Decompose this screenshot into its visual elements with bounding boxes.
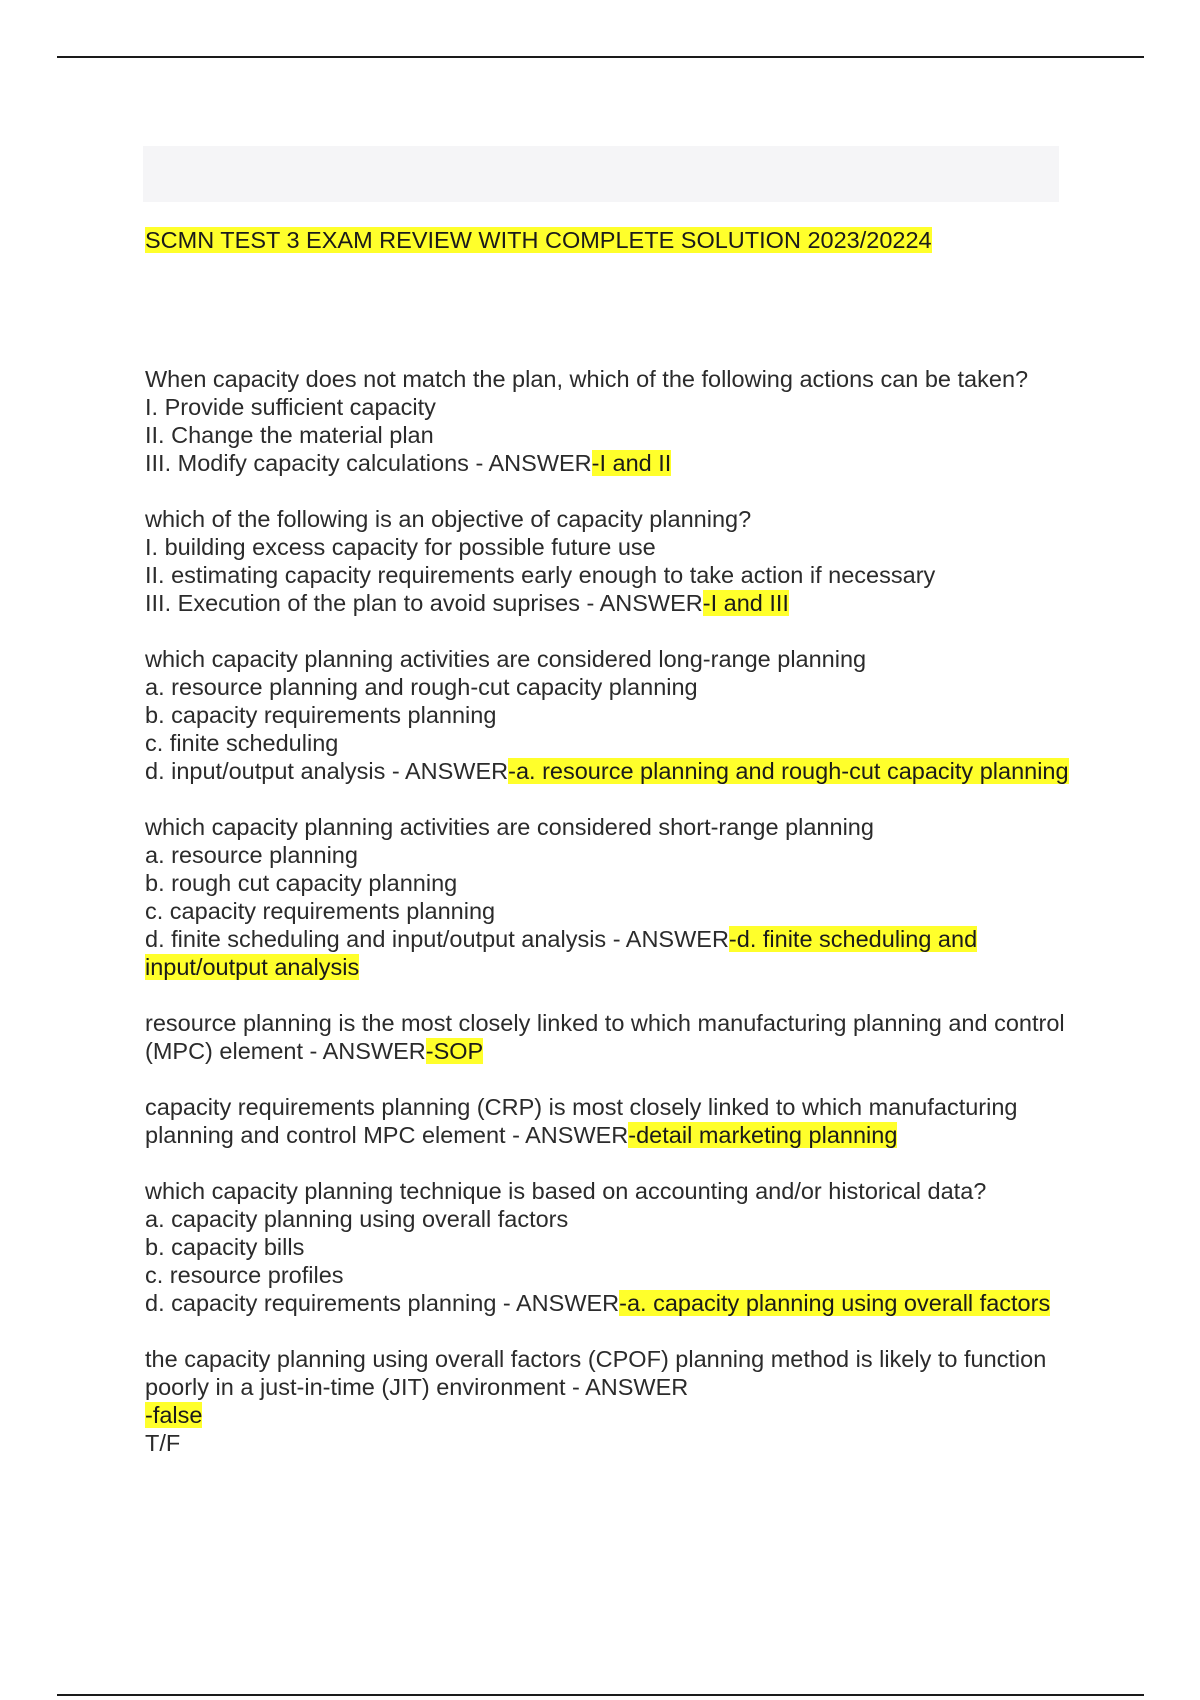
question-3: [145, 645, 1085, 785]
question-6: [145, 1093, 1085, 1149]
answer-line: III. Modify capacity calculations - ANSWER-I and II: [145, 450, 672, 476]
question-5: [145, 1009, 1085, 1065]
answer-highlight: -detail marketing planning: [628, 1122, 898, 1148]
answer-highlight: -false: [145, 1402, 203, 1428]
option-line: II. Change the material plan: [145, 422, 434, 448]
answer-line: III. Execution of the plan to avoid suprises - ANSWER-I and III: [145, 590, 789, 616]
answer-line: [145, 1401, 1085, 1429]
answer-line: d. capacity requirements planning - ANSWER-a. capacity planning using overall factors: [145, 1290, 1051, 1316]
question-2: [145, 505, 1085, 617]
question-4: [145, 813, 1085, 981]
option-line: a. resource planning and rough-cut capacity planning: [145, 674, 698, 700]
bottom-rule: [57, 1694, 1144, 1696]
option-line: a. resource planning: [145, 842, 358, 868]
question-1: [145, 365, 1085, 477]
question-line: which of the following is an objective of capacity planning?: [145, 506, 752, 532]
top-rule: [57, 56, 1144, 58]
header-banner: [143, 146, 1059, 202]
option-line: c. finite scheduling: [145, 730, 339, 756]
question-line: When capacity does not match the plan, which of the following actions can be taken?: [145, 366, 1029, 392]
question-line: which capacity planning activities are considered short-range planning: [145, 814, 874, 840]
answer-highlight: -a. resource planning and rough-cut capacity planning: [508, 758, 1069, 784]
answer-highlight: -a. capacity planning using overall factors: [619, 1290, 1051, 1316]
answer-highlight: -I and II: [591, 450, 672, 476]
question-type-label: T/F: [145, 1430, 181, 1456]
option-line: I. Provide sufficient capacity: [145, 394, 436, 420]
option-line: a. capacity planning using overall factors: [145, 1206, 569, 1232]
question-8: [145, 1345, 1085, 1457]
question-line: the capacity planning using overall factors (CPOF) planning method is likely to function poorly in a just-in-time (JIT) environment - ANSWER: [145, 1346, 1047, 1400]
answer-line: d. finite scheduling and input/output analysis - ANSWER-d. finite scheduling and input/output analysis: [145, 926, 978, 980]
question-line: which capacity planning technique is based on accounting and/or historical data?: [145, 1178, 987, 1204]
answer-highlight: -d. finite scheduling and input/output analysis: [145, 926, 978, 980]
document-title: SCMN TEST 3 EXAM REVIEW WITH COMPLETE SOLUTION 2023/20224: [145, 227, 932, 253]
option-line: b. capacity bills: [145, 1234, 305, 1260]
answer-line: d. input/output analysis - ANSWER-a. resource planning and rough-cut capacity planning: [145, 758, 1069, 784]
option-line: b. rough cut capacity planning: [145, 870, 458, 896]
option-line: c. resource profiles: [145, 1262, 344, 1288]
answer-line: resource planning is the most closely linked to which manufacturing planning and control (MPC) element - ANSWER-SOP: [145, 1010, 1065, 1064]
question-7: [145, 1177, 1085, 1317]
question-line: which capacity planning activities are considered long-range planning: [145, 646, 867, 672]
option-line: b. capacity requirements planning: [145, 702, 497, 728]
answer-highlight: -I and III: [702, 590, 789, 616]
option-line: c. capacity requirements planning: [145, 898, 496, 924]
answer-highlight: -SOP: [425, 1038, 484, 1064]
option-line: I. building excess capacity for possible future use: [145, 534, 656, 560]
answer-line: capacity requirements planning (CRP) is most closely linked to which manufacturing planning and control MPC element - ANSWER-detail marketing planning: [145, 1094, 1018, 1148]
option-line: II. estimating capacity requirements early enough to take action if necessary: [145, 562, 936, 588]
document-body: [145, 226, 1085, 1485]
